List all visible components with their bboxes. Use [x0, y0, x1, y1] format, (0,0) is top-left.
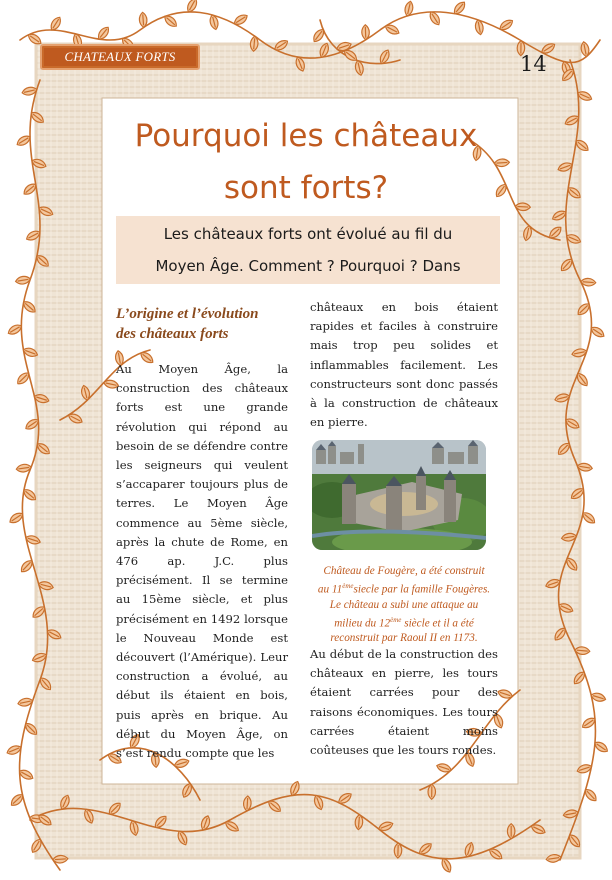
- caption-line-4-sup: ème: [390, 615, 402, 624]
- page-title-line-1: Pourquoi les châteaux: [134, 118, 478, 154]
- castle-photo: [312, 440, 486, 550]
- caption-line-3: Le château a subi une attaque au: [329, 598, 479, 611]
- intro-line-1: Les châteaux forts ont évolué au fil du: [163, 225, 453, 243]
- leaf-icon: [507, 824, 515, 839]
- leaf-icon: [362, 25, 370, 40]
- leaf-icon: [15, 370, 31, 386]
- caption-line-2-b: siecle par la famille Fougères.: [353, 583, 491, 596]
- caption-line-1: Château de Fougère, a été construit: [323, 565, 485, 577]
- page-number: 14: [520, 52, 547, 76]
- leaf-icon: [583, 787, 599, 803]
- leaf-icon: [428, 784, 436, 799]
- leaf-icon: [19, 558, 35, 574]
- caption-line-2: [306, 579, 502, 598]
- page-title-line-2: sont forts?: [223, 170, 389, 206]
- caption-line-4-a: milieu du 12: [334, 617, 391, 630]
- leaf-icon: [494, 159, 509, 167]
- leaf-icon: [581, 510, 597, 525]
- section-subtitle: [116, 304, 296, 344]
- caption-line-4: [306, 613, 502, 632]
- leaf-icon: [9, 792, 25, 808]
- caption-line-4-b: siècle et il a été: [401, 617, 474, 630]
- caption-line-5: reconstruit par Raoul II en 1173.: [330, 632, 478, 645]
- section-tag: CHATEAUX FORTS: [40, 44, 200, 70]
- intro-text: [116, 216, 500, 286]
- leaf-icon: [139, 12, 148, 28]
- page-title: [116, 110, 496, 214]
- intro-line-2: Moyen Âge. Comment ? Pourquoi ? Dans: [155, 257, 461, 275]
- subtitle-line-2: des châteaux forts: [116, 326, 229, 342]
- leaf-icon: [163, 13, 179, 28]
- right-column-paragraph-1: châteaux en bois étaient rapides et faciles à construire mais trop peu solides et inflammables facilement. Les constructeurs sont donc passés à la construction de châteaux en pierre.: [310, 300, 498, 430]
- right-column-paragraph-2: Au début de la construction des châteaux en pierre, les tours étaient carrées pour des raisons économiques. Les tours carrées étaient moins coûteuses que les tours rondes.: [310, 647, 498, 758]
- left-column-paragraph: Au Moyen Âge, la construction des châteaux forts est une grande révolution qui répond au besoin de se défendre contre les seigneurs qui veulent s’accaparer toujours plus de terres. Le Moyen Âge commence au 5ème siècle, après la chute de Rome, en 476 ap. J.C. plus précisément. Il se termine au 15ème siècle, et plus précisément en 1492 lorsque le Nouveau Monde est découvert (l’Amérique). Leur construction a évolué, au début ils étaient en bois, puis après en brique. Au début du Moyen Âge, on s’est rendu compte que les: [116, 362, 288, 761]
- subtitle-line-1: L’origine et l’évolution: [116, 306, 259, 322]
- caption-line-2-sup: ème: [342, 582, 354, 590]
- caption-line-2-a: au 11: [317, 583, 343, 596]
- photo-caption: [306, 564, 502, 646]
